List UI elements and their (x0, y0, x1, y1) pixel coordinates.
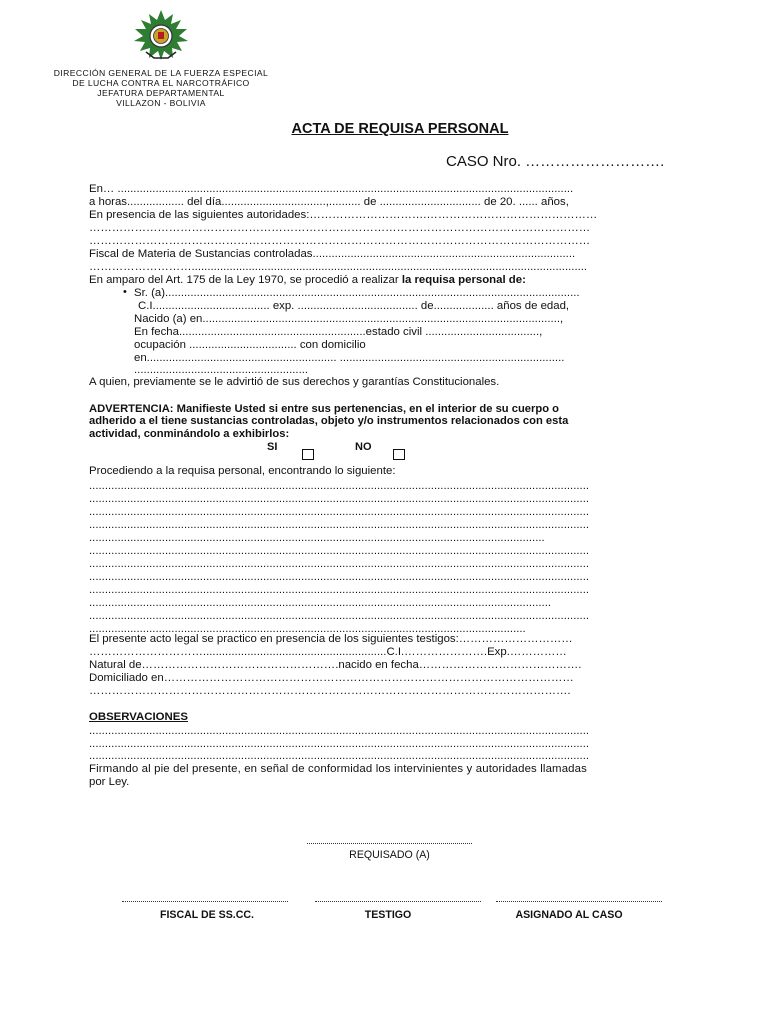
findings-line: .......................................................................................................................................... (89, 623, 526, 635)
body-line: a horas.................. del día.................................,.......... de ................................ de 20. ...... años, (89, 196, 569, 208)
findings-line: .................................................................................................................................................. (89, 597, 552, 609)
signature-line-asignado (496, 901, 662, 902)
field-name: Sr. (a)................................................................................................................................... (134, 287, 580, 299)
findings-line: .............................................................................................................................................................. (89, 610, 590, 622)
findings-line: .............................................................................................................................................................. (89, 584, 590, 596)
case-number: CASO Nro. ………………………. (446, 153, 665, 170)
bullet-icon: • (123, 286, 127, 298)
observation-line: .............................................................................................................................................................. (89, 738, 590, 750)
body-line-legal (89, 274, 697, 287)
header-line-4: VILLAZON - BOLIVIA (116, 98, 206, 108)
findings-line: .............................................................................................................................................................. (89, 558, 590, 570)
signature-label-fiscal: FISCAL DE SS.CC. (160, 909, 254, 921)
witness-line: ………………………………………………………………………………………………………………. (89, 685, 571, 697)
field-occupation: ocupación .................................. con domicilio (134, 339, 366, 351)
yes-label: SI (267, 441, 278, 453)
witness-line: El presente acto legal se practico en presencia de los siguientes testigos:………………………… (89, 633, 573, 645)
field-birthplace: Nacido (a) en................................................................................................................., (134, 313, 564, 325)
yes-checkbox[interactable] (302, 446, 314, 464)
findings-line: .............................................................................................................................................................. (89, 506, 590, 518)
signature-label-requisado: REQUISADO (A) (349, 849, 430, 861)
findings-intro: Procediendo a la requisa personal, encontrando lo siguiente: (89, 465, 396, 477)
legal-text-bold: la requisa personal de: (401, 274, 526, 286)
findings-line: .............................................................................................................................................................. (89, 480, 590, 492)
no-checkbox[interactable] (393, 446, 405, 464)
observation-line: .............................................................................................................................................................. (89, 725, 590, 737)
findings-line: .............................................................................................................................................................. (89, 493, 590, 505)
body-line: Fiscal de Materia de Sustancias controladas................................................................................... (89, 248, 576, 260)
findings-line: .............................................................................................................................................................. (89, 571, 590, 583)
signature-label-asignado: ASIGNADO AL CASO (515, 909, 623, 921)
signing-statement: Firmando al pie del presente, en señal de conformidad los intervinientes y autoridades llamadas (89, 763, 587, 775)
field-date: En fecha...........................................................estado civil ...................................., (134, 326, 543, 338)
observations-heading: OBSERVACIONES (89, 711, 188, 723)
header-line-3: JEFATURA DEPARTAMENTAL (97, 88, 225, 98)
institution-emblem (124, 8, 198, 64)
signature-line-fiscal (122, 901, 288, 902)
rights-statement: A quien, previamente se le advirtió de sus derechos y garantías Constitucionales. (89, 376, 500, 388)
findings-line: .............................................................................................................................................................. (89, 519, 590, 531)
header-line-2: DE LUCHA CONTRA EL NARCOTRÁFICO (72, 78, 250, 88)
warning-line: adherido a el tiene sustancias controladas, objeto y/o instrumentos relacionados con esta (89, 415, 569, 427)
field-address-cont: ....................................................... (134, 364, 309, 376)
signature-line-testigo (315, 901, 481, 902)
witness-line: Natural de…………………………………………….nacido en fecha……………………………………. (89, 659, 582, 671)
body-line: …………………………………………………………………………………………………………………… (89, 222, 591, 234)
findings-line: ................................................................................................................................................ (89, 532, 545, 544)
no-label: NO (355, 441, 372, 453)
field-address: en............................................................ ....................................................................... (134, 352, 565, 364)
body-line: …………………………………………………………………………………………………………………… (89, 235, 591, 247)
signature-line-requisado (307, 843, 472, 844)
signature-label-testigo: TESTIGO (364, 909, 412, 921)
field-ci: C.I..................................... exp. ...................................... de................... años de edad, (138, 300, 570, 312)
body-line: En presencia de las siguientes autoridades:………………………….……………………………………… (89, 209, 598, 221)
warning-line: ADVERTENCIA: Manifieste Usted si entre sus pertenencias, en el interior de su cuerpo o (89, 403, 559, 415)
warning-line: actividad, conminándolo a exhibirlos: (89, 428, 290, 440)
legal-text: En amparo del Art. 175 de la Ley 1970, se procedió a realizar (89, 274, 402, 286)
witness-line: Domiciliado en……………………………………………………………………………………………… (89, 672, 574, 684)
body-line: ………………………............................................................................................................................. (89, 261, 588, 273)
observation-line: .............................................................................................................................................................. (89, 750, 590, 762)
body-line: En… ................................................................................................................................................ (89, 183, 574, 195)
document-title: ACTA DE REQUISA PERSONAL (291, 121, 509, 137)
signing-statement-cont: por Ley. (89, 776, 130, 788)
findings-line: .............................................................................................................................................................. (89, 545, 590, 557)
header-line-1: DIRECCIÓN GENERAL DE LA FUERZA ESPECIAL (53, 68, 269, 78)
witness-line: …………………………..........................................................C.I.………………….Exp.…………… (89, 646, 567, 658)
